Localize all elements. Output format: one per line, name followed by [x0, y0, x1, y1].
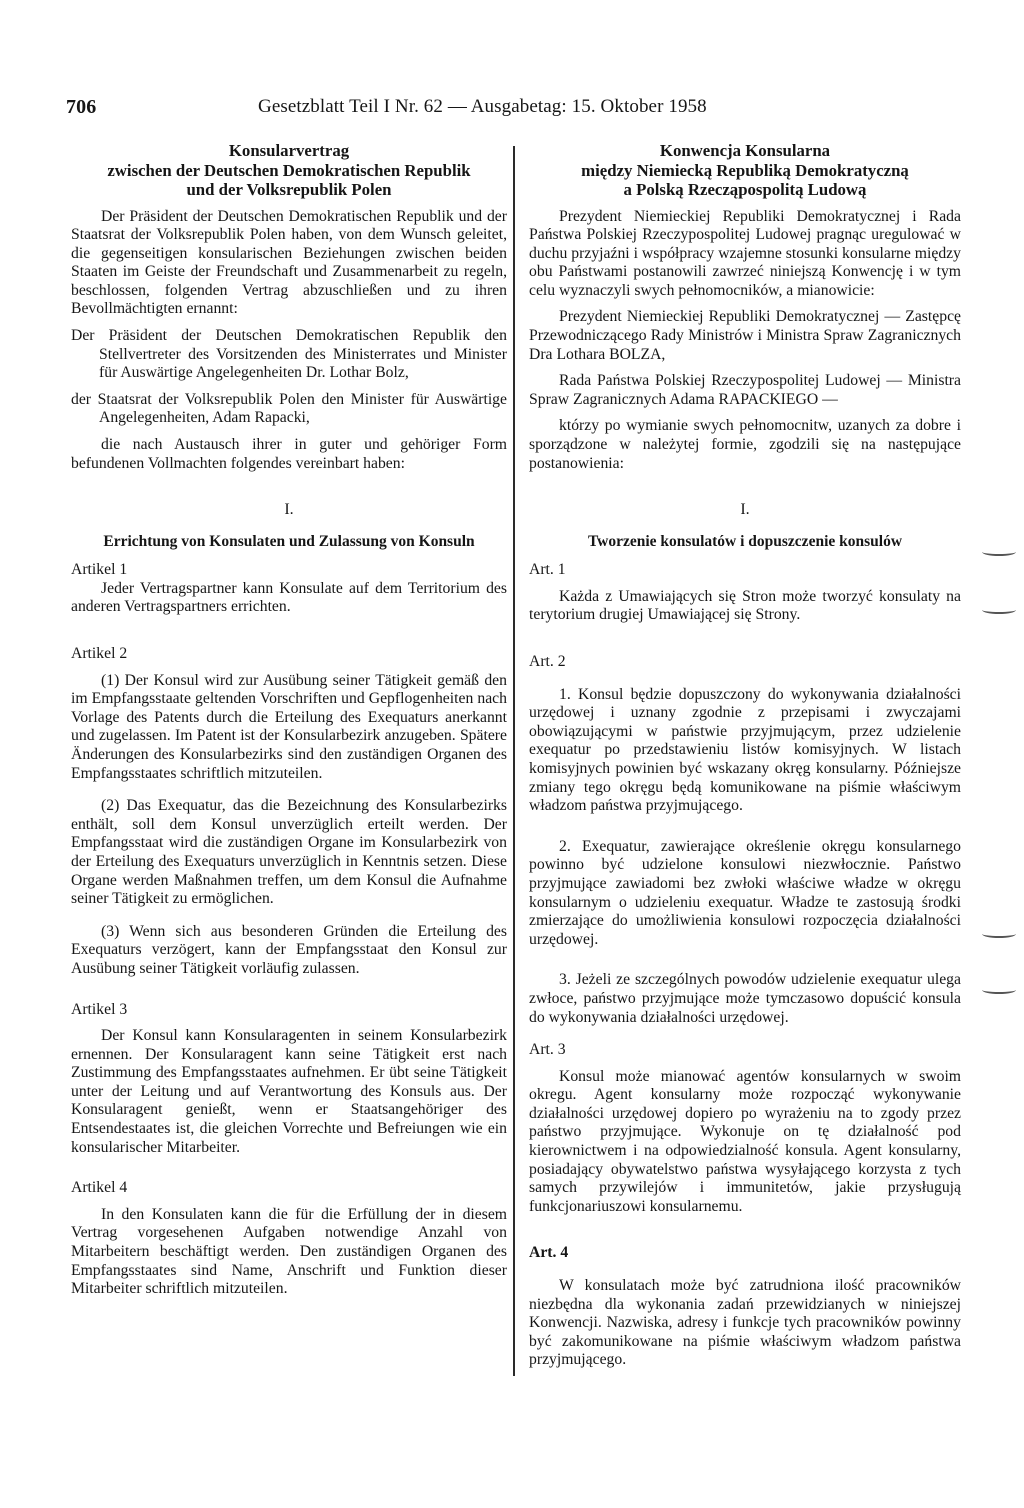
- polish-article-4-text: W konsulatach może być zatrudniona ilość pracowników niezbędna dla wykonania zadań przewidzianych w niniejszej Konwencji. Nazwiska, adresy i funkcje tych pracowników powinny być zakomunikowane na piśmie właściwym władzom państwa przyjmującego.: [529, 1277, 961, 1369]
- german-article-3-heading: Artikel 3: [71, 1000, 128, 1018]
- page-number: 706: [66, 96, 97, 118]
- german-article-2-para-2: (2) Das Exequatur, das die Bezeichnung des Konsularbezirks enthält, soll dem Konsul unverzüglich erteilt werden. Der Empfangsstaat wird die zuständigen Organe im Konsularbezirk von der Erteilung des Exequaturs unverzüglich in Kenntnis setzen. Diese Organe werden Maßnahmen treffen, um dem Konsul die Aufnahme seiner Tätigkeit zu ermöglichen.: [71, 797, 507, 908]
- gazette-title: Gesetzblatt Teil I Nr. 62 — Ausgabetag: 15. Oktober 1958: [258, 96, 707, 117]
- polish-title: [529, 141, 961, 200]
- polish-agreement: którzy po wymianie swych pełnomocnitw, uzanych za dobre i sporządzone w należytej formie, zgodzili się na następujące postanowienia:: [529, 417, 961, 472]
- german-article-1-text: Jeder Vertragspartner kann Konsulate auf dem Territorium des anderen Vertragspartners errichten.: [71, 579, 507, 616]
- german-section-title: Errichtung von Konsulaten und Zulassung von Konsuln: [103, 533, 475, 551]
- polish-section-title: Tworzenie konsulatów i dopuszczenie konsulów: [587, 533, 903, 551]
- polish-preamble: Prezydent Niemieckiej Republiki Demokratycznej i Rada Państwa Polskiej Rzeczypospolitej Ludowej pragnąc uregulować w duchu przyjaźni i współpracy wzajemne stosunki konsularne między obu Państwami postanowili zawrzeć niniejszą Konwencję i w tym celu wyznaczyli swych pełnomocników, a mianowicie:: [529, 207, 961, 299]
- german-title-line-1: Konsularvertrag: [228, 141, 350, 160]
- polish-article-4-heading: Art. 4: [529, 1244, 569, 1262]
- polish-article-2-para-3: 3. Jeżeli ze szczególnych powodów udzielenie exequatur ulega zwłoce, państwo przyjmujące może tymczasowo dopuścić konsula do wykonywania działalności urzędowej.: [529, 971, 961, 1026]
- margin-mark: [982, 986, 1016, 994]
- german-article-2-heading: Artikel 2: [71, 645, 128, 662]
- polish-title-line-1: Konwencja Konsularna: [659, 141, 831, 160]
- german-title-line-3: und der Volksrepublik Polen: [186, 180, 392, 199]
- german-section-number: I.: [284, 501, 294, 519]
- margin-mark: [982, 930, 1016, 938]
- margin-mark: [982, 548, 1016, 556]
- german-article-4-heading: Artikel 4: [71, 1179, 128, 1197]
- german-title: [71, 141, 507, 200]
- german-plenipotentiary-2: der Staatsrat der Volksrepublik Polen den Minister für Auswärtige Angelegenheiten, Adam Rapacki,: [71, 390, 507, 427]
- polish-title-line-3: a Polską Rzecząpospolitą Ludową: [623, 180, 867, 199]
- german-column: [71, 141, 507, 1299]
- polish-column: [529, 141, 961, 1370]
- german-article-4-text: In den Konsulaten kann die für die Erfüllung der in diesem Vertrag vorgesehenen Aufgaben notwendige Anzahl von Mitarbeitern beschäftigt werden. Den zuständigen Organen des Empfangsstaates sind Name, Anschrift und Funktion dieser Mitarbeiter schriftlich mitzuteilen.: [71, 1205, 507, 1298]
- polish-title-line-2: między Niemiecką Republiką Demokratyczną: [581, 160, 909, 180]
- page-header: [66, 96, 960, 124]
- german-article-1-heading: Artikel 1: [71, 561, 128, 579]
- polish-article-1-text: Każda z Umawiających się Stron może tworzyć konsulaty na terytorium drugiej Umawiającej się Strony.: [529, 587, 961, 624]
- german-title-line-2: zwischen der Deutschen Demokratischen Republik: [107, 160, 471, 180]
- polish-article-1-heading: Art. 1: [529, 561, 566, 579]
- german-article-2-para-3: (3) Wenn sich aus besonderen Gründen die Erteilung des Exequaturs verzögert, kann der Empfangsstaat den Konsul zur Ausübung seiner Tätigkeit vorläufig zulassen.: [71, 922, 507, 977]
- polish-plenipotentiary-2: Rada Państwa Polskiej Rzeczypospolitej Ludowej — Ministra Spraw Zagranicznych Adama RAPACKIEGO —: [529, 372, 961, 408]
- polish-article-3-text: Konsul może mianować agentów konsularnych w swoim okregu. Agent konsularny może rozpocząć wykonywanie działalności urzędowej dopiero po wyrażeniu na to zgody przez państwo przyjmujące. Wykonuje on tę działalność pod kierownictwem i na odpowiedzialność konsula. Agent konsularny, posiadający obywatelstwo państwa wysyłającego korzysta z tych samych przywilejów i immunitetów, jakie przysługują funkcjonariuszowi konsularnemu.: [529, 1067, 961, 1215]
- german-plenipotentiary-1: Der Präsident der Deutschen Demokratischen Republik den Stellvertreter des Vorsitzenden des Ministerrates und Minister für Auswärtige Angelegenheiten Dr. Lothar Bolz,: [71, 327, 507, 382]
- polish-article-2-para-2: 2. Exequatur, zawierające określenie okręgu konsularnego powinno być udzielone konsulowi niezwłocznie. Państwo przyjmujące zawiadomi bez zwłoki właściwe władze w okręgu konsularnym o udzieleniu exequatur. Władze te zastosują środki zmierzające do umożliwienia konsulowi rozpoczęcia działalności urzędowej.: [529, 837, 961, 948]
- polish-article-3-heading: Art. 3: [529, 1041, 566, 1059]
- polish-article-2-para-1: 1. Konsul będzie dopuszczony do wykonywania działalności urzędowej i uznany zgodnie z przepisami i zwyczajami obowiązującymi w państwie przyjmującym, przez udzielenie exequatur po przedstawieniu listów komisyjnych. W listach komisyjnych powinien być wskazany okręg konsularny. Późniejsze zmiany tego okręgu będą komunikowane na piśmie właściwym władzom państwa przyjmującego.: [529, 685, 961, 815]
- polish-plenipotentiary-1: Prezydent Niemieckiej Republiki Demokratycznej — Zastępcę Przewodniczącego Rady Ministrów i Ministra Spraw Zagranicznych Dra Lothara BOLZA,: [529, 308, 961, 363]
- polish-article-2-heading: Art. 2: [529, 653, 566, 670]
- german-article-2-para-1: (1) Der Konsul wird zur Ausübung seiner Tätigkeit gemäß den im Empfangsstaate geltenden Vorschriften und Gepflogenheiten nach Vorlage des Patents durch die Erteilung des Exequaturs anerkannt und zugelassen. Im Patent ist der Konsularbezirk anzugeben. Spätere Änderungen des Konsularbezirks sind den zuständigen Organen des Empfangsstaates schriftlich mitzuteilen.: [71, 671, 507, 782]
- german-preamble: Der Präsident der Deutschen Demokratischen Republik und der Staatsrat der Volksrepublik Polen haben, von dem Wunsch geleitet, die gegenseitigen konsularischen Beziehungen zwischen beiden Staaten im Geiste der Freundschaft und Zusammenarbeit zu regeln, beschlossen, folgenden Vertrag abzuschließen und zu ihren Bevollmächtigten ernannt:: [71, 207, 507, 318]
- column-divider: [513, 146, 515, 1376]
- polish-section-number: I.: [740, 501, 750, 519]
- german-article-3-text: Der Konsul kann Konsularagenten in seinem Konsularbezirk ernennen. Der Konsularagent kann seine Tätigkeit erst nach Zustimmung des Empfangsstaates aufnehmen. Er übt seine Tätigkeit unter der Leitung und auf Verantwortung des Konsuls aus. Der Konsularagent genießt, wenn er Staatsangehöriger des Entsendestaates ist, die gleichen Vorrechte und Befreiungen wie ein konsularischer Mitarbeiter.: [71, 1027, 507, 1156]
- margin-mark: [982, 606, 1016, 614]
- german-agreement: die nach Austausch ihrer in guter und gehöriger Form befundenen Vollmachten folgendes vereinbart haben:: [71, 436, 507, 472]
